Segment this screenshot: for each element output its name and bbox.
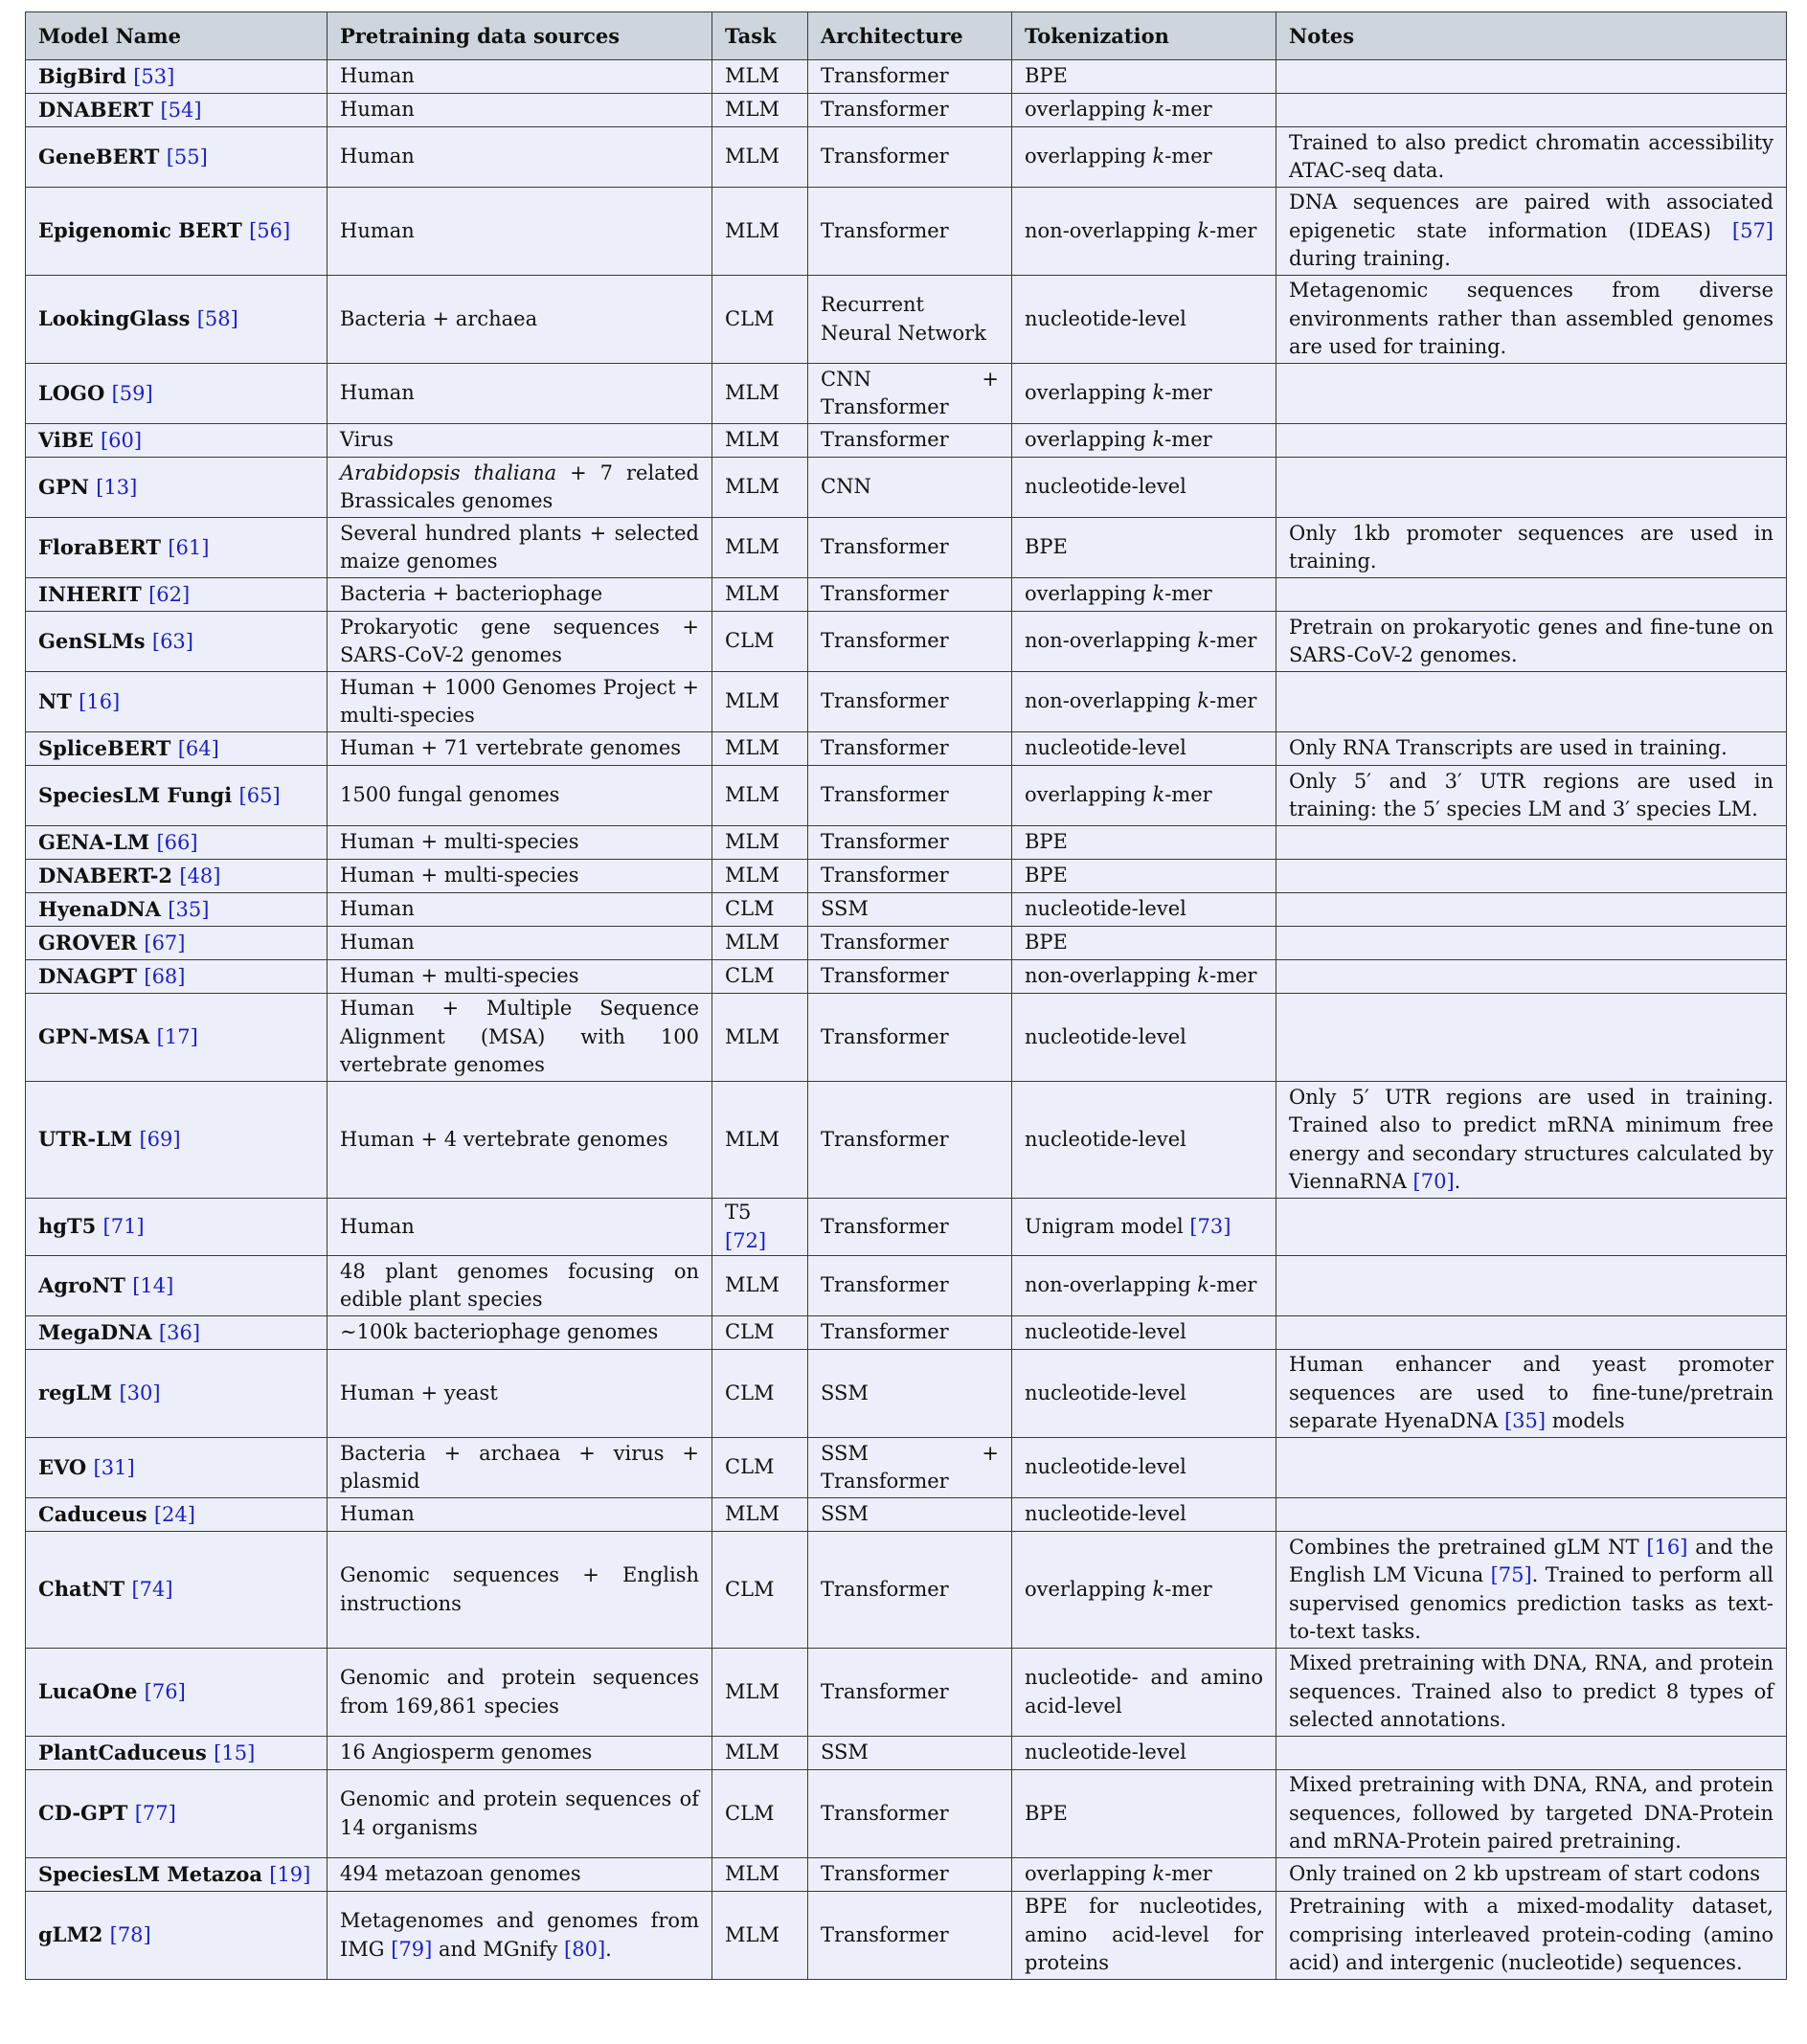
genomic-language-models-table (25, 11, 1787, 1980)
cell-notes (1276, 578, 1787, 612)
cell-architecture: Transformer (808, 860, 1012, 893)
cell-model-name: DNABERT [54] (26, 94, 328, 127)
table-row (26, 364, 1787, 424)
citation-ref[interactable]: [60] (100, 428, 143, 452)
cell-notes (1276, 1438, 1787, 1498)
citation-ref[interactable]: [64] (177, 736, 219, 760)
citation-ref[interactable]: [56] (249, 219, 291, 243)
cell-notes: Mixed pretraining with DNA, RNA, and protein sequences, followed by targeted DNA-Protein and mRNA-Protein paired pretraining. (1276, 1770, 1787, 1858)
cell-task: CLM (712, 1350, 808, 1438)
cell-model-name: DNABERT-2 [48] (26, 860, 328, 893)
cell-task: MLM (712, 826, 808, 860)
citation-ref[interactable]: [74] (131, 1578, 173, 1602)
cell-model-name: UTR-LM [69] (26, 1082, 328, 1199)
cell-task: MLM (712, 1498, 808, 1532)
cell-pretraining-data: Virus (328, 424, 712, 458)
header-row (26, 12, 1787, 60)
cell-notes: Only trained on 2 kb upstream of start codons (1276, 1858, 1787, 1892)
citation-ref[interactable]: [73] (1189, 1214, 1231, 1238)
cell-pretraining-data: Several hundred plants + selected maize genomes (328, 518, 712, 578)
cell-tokenization: non-overlapping k-mer (1012, 672, 1276, 732)
cell-model-name: LOGO [59] (26, 364, 328, 424)
cell-pretraining-data: 1500 fungal genomes (328, 766, 712, 826)
cell-model-name: GENA-LM [66] (26, 826, 328, 860)
cell-pretraining-data: Bacteria + archaea + virus + plasmid (328, 1438, 712, 1498)
cell-task: CLM (712, 612, 808, 672)
cell-architecture: Transformer (808, 1649, 1012, 1737)
cell-model-name: gLM2 [78] (26, 1892, 328, 1980)
citation-ref[interactable]: [36] (158, 1320, 201, 1344)
cell-task: T5 [72] (712, 1199, 808, 1256)
cell-model-name: INHERIT [62] (26, 578, 328, 612)
cell-notes (1276, 458, 1787, 518)
citation-ref[interactable]: [80] (564, 1937, 606, 1961)
table-row (26, 458, 1787, 518)
cell-architecture: SSM (808, 1737, 1012, 1770)
cell-tokenization: nucleotide-level (1012, 458, 1276, 518)
cell-architecture: Transformer (808, 60, 1012, 94)
cell-pretraining-data: Metagenomes and genomes from IMG [79] and MGnify [80]. (328, 1892, 712, 1980)
cell-task: MLM (712, 860, 808, 893)
cell-notes (1276, 826, 1787, 860)
citation-ref[interactable]: [54] (160, 98, 202, 122)
cell-task: MLM (712, 994, 808, 1082)
table-row (26, 960, 1787, 994)
cell-tokenization: BPE (1012, 1770, 1276, 1858)
cell-notes: Metagenomic sequences from diverse environments rather than assembled genomes are used for training. (1276, 276, 1787, 364)
cell-architecture: Transformer (808, 612, 1012, 672)
citation-ref[interactable]: [61] (168, 535, 210, 559)
cell-architecture: SSM (808, 1498, 1012, 1532)
cell-task: MLM (712, 458, 808, 518)
table-row (26, 1770, 1787, 1858)
citation-ref[interactable]: [17] (156, 1025, 198, 1049)
cell-pretraining-data: Human (328, 94, 712, 127)
cell-task: MLM (712, 94, 808, 127)
cell-model-name: SpeciesLM Fungi [65] (26, 766, 328, 826)
cell-tokenization: BPE (1012, 927, 1276, 960)
citation-ref[interactable]: [79] (391, 1937, 433, 1961)
cell-notes (1276, 960, 1787, 994)
citation-ref[interactable]: [68] (144, 964, 186, 988)
cell-model-name: GenSLMs [63] (26, 612, 328, 672)
citation-ref[interactable]: [75] (1490, 1563, 1532, 1586)
cell-model-name: SpeciesLM Metazoa [19] (26, 1858, 328, 1892)
citation-ref[interactable]: [16] (79, 689, 121, 713)
cell-tokenization: BPE (1012, 826, 1276, 860)
cell-model-name: SpliceBERT [64] (26, 732, 328, 766)
cell-notes (1276, 927, 1787, 960)
cell-task: CLM (712, 893, 808, 927)
cell-task: MLM (712, 1737, 808, 1770)
cell-pretraining-data: Human (328, 60, 712, 94)
cell-model-name: PlantCaduceus [15] (26, 1737, 328, 1770)
table-row (26, 860, 1787, 893)
cell-tokenization: nucleotide-level (1012, 994, 1276, 1082)
cell-pretraining-data: Human + 1000 Genomes Project + multi-species (328, 672, 712, 732)
cell-pretraining-data: Prokaryotic gene sequences + SARS-CoV-2 genomes (328, 612, 712, 672)
table-row (26, 994, 1787, 1082)
cell-pretraining-data: Human + Multiple Sequence Alignment (MSA) with 100 vertebrate genomes (328, 994, 712, 1082)
cell-tokenization: overlapping k-mer (1012, 578, 1276, 612)
cell-architecture: Transformer (808, 927, 1012, 960)
cell-notes (1276, 1199, 1787, 1256)
cell-notes: Pretraining with a mixed-modality dataset, comprising interleaved protein-coding (amino acid) and intergenic (nucleotide) sequences. (1276, 1892, 1787, 1980)
citation-ref[interactable]: [58] (196, 307, 238, 331)
header-architecture: Architecture (808, 12, 1012, 60)
table-row (26, 1858, 1787, 1892)
cell-tokenization: overlapping k-mer (1012, 766, 1276, 826)
citation-ref[interactable]: [35] (1503, 1409, 1547, 1433)
cell-tokenization: nucleotide- and amino acid-level (1012, 1649, 1276, 1737)
cell-tokenization: nucleotide-level (1012, 1438, 1276, 1498)
table-row (26, 1892, 1787, 1980)
cell-pretraining-data: Arabidopsis thaliana + 7 related Brassicales genomes (328, 458, 712, 518)
citation-ref[interactable]: [31] (93, 1455, 135, 1479)
cell-model-name: CD-GPT [77] (26, 1770, 328, 1858)
citation-ref[interactable]: [63] (151, 629, 193, 653)
cell-architecture: Transformer (808, 1082, 1012, 1199)
cell-model-name: LucaOne [76] (26, 1649, 328, 1737)
cell-pretraining-data: Genomic and protein sequences from 169,861 species (328, 1649, 712, 1737)
citation-ref[interactable]: [62] (148, 582, 191, 606)
cell-pretraining-data: Human (328, 188, 712, 276)
table-row (26, 1350, 1787, 1438)
cell-architecture: Transformer (808, 578, 1012, 612)
cell-notes (1276, 1316, 1787, 1350)
cell-architecture: Transformer (808, 1770, 1012, 1858)
cell-task: MLM (712, 127, 808, 188)
cell-tokenization: nucleotide-level (1012, 1316, 1276, 1350)
citation-ref[interactable]: [59] (111, 381, 153, 405)
cell-architecture: Transformer (808, 672, 1012, 732)
table-row (26, 60, 1787, 94)
cell-model-name: ViBE [60] (26, 424, 328, 458)
header-tokenization: Tokenization (1012, 12, 1276, 60)
cell-task: CLM (712, 1532, 808, 1649)
cell-tokenization: non-overlapping k-mer (1012, 1256, 1276, 1316)
cell-model-name: MegaDNA [36] (26, 1316, 328, 1350)
citation-ref[interactable]: [19] (269, 1862, 311, 1886)
cell-tokenization: overlapping k-mer (1012, 1858, 1276, 1892)
cell-pretraining-data: Human (328, 927, 712, 960)
header-task: Task (712, 12, 808, 60)
cell-notes (1276, 893, 1787, 927)
cell-notes: Only 5′ UTR regions are used in training. Trained also to predict mRNA minimum free energy and secondary structures calculated by ViennaRNA [70]. (1276, 1082, 1787, 1199)
cell-notes (1276, 994, 1787, 1082)
cell-pretraining-data: Human + multi-species (328, 860, 712, 893)
cell-task: MLM (712, 364, 808, 424)
cell-model-name: GROVER [67] (26, 927, 328, 960)
cell-tokenization: non-overlapping k-mer (1012, 960, 1276, 994)
cell-tokenization: Unigram model [73] (1012, 1199, 1276, 1256)
cell-model-name: Epigenomic BERT [56] (26, 188, 328, 276)
table-row (26, 188, 1787, 276)
citation-ref[interactable]: [71] (102, 1215, 145, 1239)
cell-task: MLM (712, 766, 808, 826)
citation-ref[interactable]: [65] (238, 783, 281, 807)
cell-task: MLM (712, 1858, 808, 1892)
cell-tokenization: nucleotide-level (1012, 1082, 1276, 1199)
cell-tokenization: nucleotide-level (1012, 893, 1276, 927)
cell-task: MLM (712, 1256, 808, 1316)
cell-notes: Mixed pretraining with DNA, RNA, and protein sequences. Trained also to predict 8 types of selected annotations. (1276, 1649, 1787, 1737)
table-row (26, 766, 1787, 826)
cell-pretraining-data: Human + multi-species (328, 960, 712, 994)
citation-ref[interactable]: [55] (166, 145, 208, 168)
table-row (26, 672, 1787, 732)
table-row (26, 1256, 1787, 1316)
cell-tokenization: overlapping k-mer (1012, 364, 1276, 424)
table-row (26, 1649, 1787, 1737)
cell-tokenization: non-overlapping k-mer (1012, 188, 1276, 276)
cell-notes: Trained to also predict chromatin accessibility ATAC-seq data. (1276, 127, 1787, 188)
cell-notes (1276, 424, 1787, 458)
cell-notes: Combines the pretrained gLM NT [16] and the English LM Vicuna [75]. Trained to perform all supervised genomics prediction tasks as text-to-text tasks. (1276, 1532, 1787, 1649)
cell-tokenization: BPE for nucleotides, amino acid-level for proteins (1012, 1892, 1276, 1980)
cell-architecture: SSM (808, 893, 1012, 927)
table-row (26, 518, 1787, 578)
cell-pretraining-data: Human + yeast (328, 1350, 712, 1438)
cell-task: CLM (712, 960, 808, 994)
cell-task: MLM (712, 672, 808, 732)
cell-model-name: regLM [30] (26, 1350, 328, 1438)
cell-task: MLM (712, 1082, 808, 1199)
cell-model-name: EVO [31] (26, 1438, 328, 1498)
table-row (26, 1737, 1787, 1770)
table-row (26, 927, 1787, 960)
cell-notes: Human enhancer and yeast promoter sequences are used to fine-tune/pretrain separate HyenaDNA [35] models (1276, 1350, 1787, 1438)
cell-notes (1276, 94, 1787, 127)
cell-architecture: Transformer (808, 424, 1012, 458)
cell-architecture: Transformer (808, 1532, 1012, 1649)
table-row (26, 1498, 1787, 1532)
table-row (26, 893, 1787, 927)
cell-tokenization: BPE (1012, 860, 1276, 893)
cell-task: MLM (712, 188, 808, 276)
cell-architecture: Transformer (808, 960, 1012, 994)
cell-model-name: GPN-MSA [17] (26, 994, 328, 1082)
table-row (26, 127, 1787, 188)
table-row (26, 276, 1787, 364)
cell-architecture: Transformer (808, 1316, 1012, 1350)
table-row (26, 94, 1787, 127)
cell-task: MLM (712, 60, 808, 94)
table-row (26, 732, 1787, 766)
citation-ref[interactable]: [30] (119, 1381, 161, 1405)
cell-task: MLM (712, 732, 808, 766)
cell-architecture: Transformer (808, 826, 1012, 860)
table-row (26, 1316, 1787, 1350)
cell-pretraining-data: Genomic sequences + English instructions (328, 1532, 712, 1649)
cell-architecture: Transformer (808, 766, 1012, 826)
citation-ref[interactable]: [77] (134, 1802, 176, 1826)
citation-ref[interactable]: [13] (96, 475, 138, 499)
cell-pretraining-data: Bacteria + archaea (328, 276, 712, 364)
citation-ref[interactable]: [15] (214, 1741, 256, 1764)
table-row (26, 1082, 1787, 1199)
cell-pretraining-data: Human (328, 893, 712, 927)
citation-ref[interactable]: [16] (1646, 1535, 1688, 1559)
cell-architecture: SSM + Transformer (808, 1438, 1012, 1498)
header-model-name: Model Name (26, 12, 328, 60)
cell-model-name: hgT5 [71] (26, 1199, 328, 1256)
citation-ref[interactable]: [72] (725, 1228, 767, 1252)
cell-notes (1276, 1498, 1787, 1532)
cell-task: MLM (712, 927, 808, 960)
cell-notes: DNA sequences are paired with associated epigenetic state information (IDEAS) [57] during training. (1276, 188, 1787, 276)
cell-pretraining-data: Genomic and protein sequences of 14 organisms (328, 1770, 712, 1858)
cell-tokenization: overlapping k-mer (1012, 127, 1276, 188)
cell-model-name: BigBird [53] (26, 60, 328, 94)
cell-pretraining-data: ∼100k bacteriophage genomes (328, 1316, 712, 1350)
citation-ref[interactable]: [76] (144, 1680, 186, 1704)
cell-pretraining-data: Human + multi-species (328, 826, 712, 860)
cell-architecture: Recurrent Neural Network (808, 276, 1012, 364)
header-notes: Notes (1276, 12, 1787, 60)
cell-architecture: Transformer (808, 1256, 1012, 1316)
citation-ref[interactable]: [67] (144, 931, 186, 955)
cell-pretraining-data: Human (328, 1199, 712, 1256)
cell-pretraining-data: Human + 4 vertebrate genomes (328, 1082, 712, 1199)
cell-task: MLM (712, 424, 808, 458)
cell-task: MLM (712, 578, 808, 612)
table-row (26, 826, 1787, 860)
table-row (26, 612, 1787, 672)
cell-tokenization: nucleotide-level (1012, 1737, 1276, 1770)
cell-architecture: CNN (808, 458, 1012, 518)
citation-ref[interactable]: [14] (132, 1273, 174, 1297)
cell-notes (1276, 364, 1787, 424)
citation-ref[interactable]: [24] (153, 1502, 195, 1526)
citation-ref[interactable]: [48] (179, 864, 221, 887)
cell-task: CLM (712, 1316, 808, 1350)
cell-tokenization: nucleotide-level (1012, 1498, 1276, 1532)
citation-ref[interactable]: [53] (133, 64, 175, 88)
cell-architecture: Transformer (808, 188, 1012, 276)
cell-model-name: GPN [13] (26, 458, 328, 518)
cell-pretraining-data: Human (328, 127, 712, 188)
models-table-container (25, 11, 1786, 1980)
citation-ref[interactable]: [78] (109, 1923, 151, 1947)
citation-ref[interactable]: [70] (1412, 1170, 1455, 1193)
cell-notes: Pretrain on prokaryotic genes and fine-tune on SARS-CoV-2 genomes. (1276, 612, 1787, 672)
table-row (26, 1199, 1787, 1256)
cell-pretraining-data: Human (328, 1498, 712, 1532)
cell-model-name: GeneBERT [55] (26, 127, 328, 188)
cell-model-name: AgroNT [14] (26, 1256, 328, 1316)
cell-model-name: ChatNT [74] (26, 1532, 328, 1649)
cell-notes: Only RNA Transcripts are used in training. (1276, 732, 1787, 766)
cell-model-name: Caduceus [24] (26, 1498, 328, 1532)
cell-architecture: Transformer (808, 518, 1012, 578)
cell-architecture: CNN + Transformer (808, 364, 1012, 424)
cell-tokenization: nucleotide-level (1012, 1350, 1276, 1438)
cell-notes (1276, 1737, 1787, 1770)
cell-task: CLM (712, 1770, 808, 1858)
cell-task: CLM (712, 276, 808, 364)
cell-tokenization: nucleotide-level (1012, 732, 1276, 766)
cell-model-name: LookingGlass [58] (26, 276, 328, 364)
table-row (26, 1532, 1787, 1649)
table-row (26, 578, 1787, 612)
cell-notes: Only 1kb promoter sequences are used in training. (1276, 518, 1787, 578)
table-row (26, 424, 1787, 458)
cell-pretraining-data: 494 metazoan genomes (328, 1858, 712, 1892)
cell-tokenization: overlapping k-mer (1012, 94, 1276, 127)
cell-architecture: Transformer (808, 994, 1012, 1082)
cell-tokenization: overlapping k-mer (1012, 424, 1276, 458)
cell-tokenization: nucleotide-level (1012, 276, 1276, 364)
header-pretraining-data: Pretraining data sources (328, 12, 712, 60)
cell-architecture: Transformer (808, 732, 1012, 766)
cell-architecture: Transformer (808, 1892, 1012, 1980)
cell-pretraining-data: 48 plant genomes focusing on edible plant species (328, 1256, 712, 1316)
cell-tokenization: BPE (1012, 518, 1276, 578)
cell-tokenization: non-overlapping k-mer (1012, 612, 1276, 672)
cell-architecture: Transformer (808, 127, 1012, 188)
cell-architecture: Transformer (808, 1199, 1012, 1256)
cell-pretraining-data: Human (328, 364, 712, 424)
citation-ref[interactable]: [66] (156, 830, 198, 854)
cell-task: CLM (712, 1438, 808, 1498)
cell-tokenization: overlapping k-mer (1012, 1532, 1276, 1649)
cell-task: MLM (712, 1892, 808, 1980)
citation-ref[interactable]: [57] (1731, 218, 1773, 242)
cell-task: MLM (712, 518, 808, 578)
cell-task: MLM (712, 1649, 808, 1737)
citation-ref[interactable]: [35] (168, 897, 210, 921)
cell-pretraining-data: Bacteria + bacteriophage (328, 578, 712, 612)
cell-architecture: Transformer (808, 1858, 1012, 1892)
cell-model-name: FloraBERT [61] (26, 518, 328, 578)
cell-notes (1276, 60, 1787, 94)
cell-notes (1276, 672, 1787, 732)
cell-pretraining-data: 16 Angiosperm genomes (328, 1737, 712, 1770)
cell-notes: Only 5′ and 3′ UTR regions are used in training: the 5′ species LM and 3′ species LM. (1276, 766, 1787, 826)
cell-model-name: NT [16] (26, 672, 328, 732)
cell-tokenization: BPE (1012, 60, 1276, 94)
cell-architecture: SSM (808, 1350, 1012, 1438)
cell-notes (1276, 1256, 1787, 1316)
cell-model-name: DNAGPT [68] (26, 960, 328, 994)
table-row (26, 1438, 1787, 1498)
citation-ref[interactable]: [69] (139, 1128, 181, 1152)
cell-model-name: HyenaDNA [35] (26, 893, 328, 927)
cell-architecture: Transformer (808, 94, 1012, 127)
cell-pretraining-data: Human + 71 vertebrate genomes (328, 732, 712, 766)
cell-notes (1276, 860, 1787, 893)
